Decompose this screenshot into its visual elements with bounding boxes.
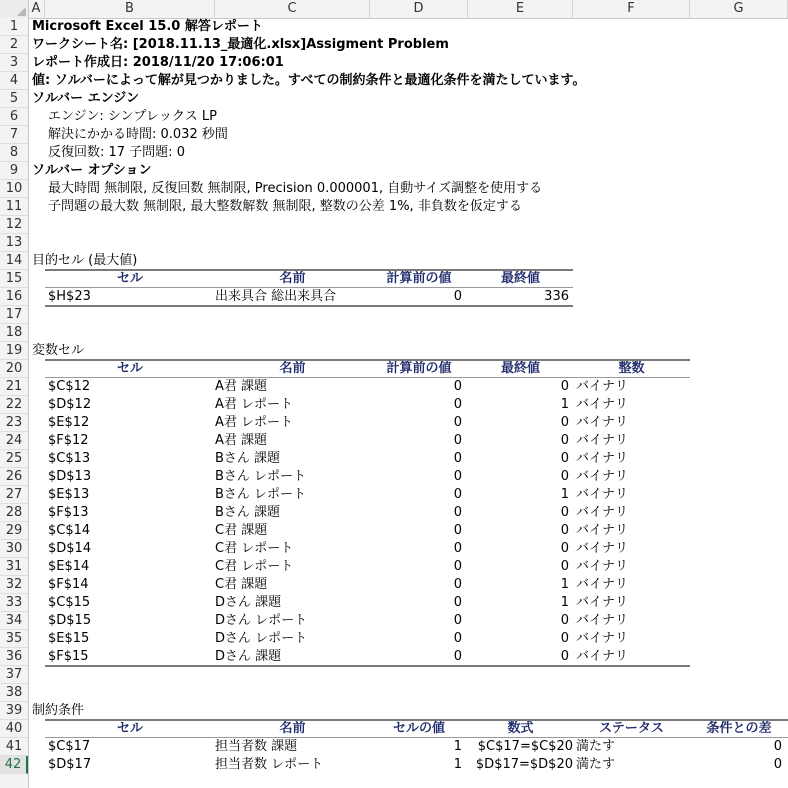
column-header-e[interactable]: E xyxy=(468,0,573,18)
row-header-14[interactable]: 14 xyxy=(0,252,28,270)
variable-initial: 0 xyxy=(453,415,462,430)
variable-final: 1 xyxy=(560,487,569,502)
row-header-19[interactable]: 19 xyxy=(0,342,28,360)
variables-header-initial: 計算前の値 xyxy=(386,361,452,376)
variable-initial: 0 xyxy=(453,487,462,502)
row-header-28[interactable]: 28 xyxy=(0,504,28,522)
variable-cell-address: $E$14 xyxy=(48,559,90,574)
row-header-30[interactable]: 30 xyxy=(0,540,28,558)
variable-name: Dさん レポート xyxy=(215,613,308,628)
row-header-39[interactable]: 39 xyxy=(0,702,28,720)
variable-integer: バイナリ xyxy=(576,613,629,628)
variable-integer: バイナリ xyxy=(576,451,629,466)
variable-integer: バイナリ xyxy=(576,469,629,484)
constraint-cell-address: $C$17 xyxy=(48,739,91,754)
variable-final: 0 xyxy=(560,415,569,430)
row-header-29[interactable]: 29 xyxy=(0,522,28,540)
row-header-42[interactable]: 42 xyxy=(0,756,28,774)
variable-final: 0 xyxy=(560,505,569,520)
constraints-header-cell: セル xyxy=(116,721,143,736)
objective-header-final: 最終値 xyxy=(500,271,540,286)
variable-cell-address: $C$15 xyxy=(48,595,91,610)
variable-name: Bさん 課題 xyxy=(215,451,281,466)
objective-header-cell: セル xyxy=(116,271,143,286)
engine-iterations: 反復回数: 17 子問題: 0 xyxy=(48,145,185,160)
row-header-21[interactable]: 21 xyxy=(0,378,28,396)
variable-final: 0 xyxy=(560,631,569,646)
variable-final: 0 xyxy=(560,451,569,466)
objective-header-name: 名前 xyxy=(279,271,306,286)
row-header-20[interactable]: 20 xyxy=(0,360,28,378)
row-header-22[interactable]: 22 xyxy=(0,396,28,414)
variable-cell-address: $E$13 xyxy=(48,487,90,502)
row-header-33[interactable]: 33 xyxy=(0,594,28,612)
variable-name: A君 レポート xyxy=(215,397,294,412)
variable-initial: 0 xyxy=(453,595,462,610)
variable-cell-address: $F$12 xyxy=(48,433,89,448)
variable-cell-address: $E$12 xyxy=(48,415,90,430)
variable-name: C君 レポート xyxy=(215,559,294,574)
objective-title: 目的セル (最大値) xyxy=(32,253,138,268)
variable-final: 0 xyxy=(560,523,569,538)
row-header-35[interactable]: 35 xyxy=(0,630,28,648)
row-header-13[interactable]: 13 xyxy=(0,234,28,252)
variable-integer: バイナリ xyxy=(576,379,629,394)
row-header-26[interactable]: 26 xyxy=(0,468,28,486)
row-header-7[interactable]: 7 xyxy=(0,126,28,144)
variable-integer: バイナリ xyxy=(576,397,629,412)
row-header-4[interactable]: 4 xyxy=(0,72,28,90)
variable-initial: 0 xyxy=(453,577,462,592)
variables-table-bottom-border xyxy=(45,665,690,667)
row-header-11[interactable]: 11 xyxy=(0,198,28,216)
engine-time: 解決にかかる時間: 0.032 秒間 xyxy=(48,127,228,142)
variable-integer: バイナリ xyxy=(576,541,629,556)
variable-name: A君 課題 xyxy=(215,379,268,394)
row-header-27[interactable]: 27 xyxy=(0,486,28,504)
variable-initial: 0 xyxy=(453,451,462,466)
row-header-36[interactable]: 36 xyxy=(0,648,28,666)
select-all-corner[interactable] xyxy=(0,0,29,18)
objective-initial: 0 xyxy=(453,289,462,304)
row-header-15[interactable]: 15 xyxy=(0,270,28,288)
constraint-slack: 0 xyxy=(773,739,782,754)
variable-integer: バイナリ xyxy=(576,577,629,592)
constraint-cell-address: $D$17 xyxy=(48,757,92,772)
variable-integer: バイナリ xyxy=(576,649,629,664)
variable-final: 0 xyxy=(560,613,569,628)
variable-name: A君 課題 xyxy=(215,433,268,448)
constraint-status: 満たす xyxy=(576,739,616,754)
variable-initial: 0 xyxy=(453,649,462,664)
objective-final: 336 xyxy=(544,289,569,304)
variable-name: Dさん レポート xyxy=(215,631,308,646)
row-header-12[interactable]: 12 xyxy=(0,216,28,234)
variables-title: 変数セル xyxy=(32,343,85,358)
row-header-34[interactable]: 34 xyxy=(0,612,28,630)
variables-header-integer: 整数 xyxy=(618,361,645,376)
variable-cell-address: $C$14 xyxy=(48,523,91,538)
variable-cell-address: $D$15 xyxy=(48,613,92,628)
report-worksheet: ワークシート名: [2018.11.13_最適化.xlsx]Assigment Problem xyxy=(32,37,449,52)
report-created: レポート作成日: 2018/11/20 17:06:01 xyxy=(32,55,284,70)
column-header-bar xyxy=(0,0,788,19)
row-header-1[interactable]: 1 xyxy=(0,18,28,36)
constraints-header-formula: 数式 xyxy=(507,721,534,736)
variable-cell-address: $F$15 xyxy=(48,649,89,664)
variable-integer: バイナリ xyxy=(576,559,629,574)
row-header-37[interactable]: 37 xyxy=(0,666,28,684)
objective-table-bottom-border xyxy=(45,305,573,307)
variable-cell-address: $E$15 xyxy=(48,631,90,646)
variable-name: C君 課題 xyxy=(215,523,268,538)
select-all-triangle-icon xyxy=(17,7,26,16)
variable-final: 1 xyxy=(560,595,569,610)
variable-name: Dさん 課題 xyxy=(215,649,282,664)
row-header-24[interactable]: 24 xyxy=(0,432,28,450)
variable-name: Dさん 課題 xyxy=(215,595,282,610)
variable-initial: 0 xyxy=(453,469,462,484)
row-header-10[interactable]: 10 xyxy=(0,180,28,198)
row-header-bar xyxy=(0,18,29,788)
row-header-25[interactable]: 25 xyxy=(0,450,28,468)
row-header-40[interactable]: 40 xyxy=(0,720,28,738)
engine-header: ソルバー エンジン xyxy=(32,91,139,106)
variable-cell-address: $F$14 xyxy=(48,577,89,592)
variable-initial: 0 xyxy=(453,631,462,646)
constraints-header-value: セルの値 xyxy=(392,721,445,736)
variable-cell-address: $D$12 xyxy=(48,397,92,412)
variable-name: Bさん 課題 xyxy=(215,505,281,520)
constraints-title: 制約条件 xyxy=(32,703,85,718)
variables-header-name: 名前 xyxy=(279,361,306,376)
variable-integer: バイナリ xyxy=(576,415,629,430)
variable-cell-address: $C$12 xyxy=(48,379,91,394)
constraints-table-top-border xyxy=(45,719,788,721)
variable-final: 0 xyxy=(560,559,569,574)
report-title: Microsoft Excel 15.0 解答レポート xyxy=(32,19,263,34)
variable-initial: 0 xyxy=(453,505,462,520)
row-header-16[interactable]: 16 xyxy=(0,288,28,306)
constraints-header-status: ステータス xyxy=(599,721,664,736)
variable-name: A君 レポート xyxy=(215,415,294,430)
variable-final: 1 xyxy=(560,397,569,412)
variable-name: Bさん レポート xyxy=(215,469,307,484)
variable-integer: バイナリ xyxy=(576,433,629,448)
row-header-9[interactable]: 9 xyxy=(0,162,28,180)
variable-final: 0 xyxy=(560,433,569,448)
variable-name: C君 レポート xyxy=(215,541,294,556)
variable-final: 0 xyxy=(560,541,569,556)
options-line-1: 最大時間 無制限, 反復回数 無制限, Precision 0.000001, 自動サイズ調整を使用する xyxy=(48,181,543,196)
report-result: 値: ソルバーによって解が見つかりました。すべての制約条件と最適化条件を満たしています。 xyxy=(32,73,586,88)
row-header-23[interactable]: 23 xyxy=(0,414,28,432)
variable-integer: バイナリ xyxy=(576,487,629,502)
variable-final: 0 xyxy=(560,379,569,394)
variable-name: C君 課題 xyxy=(215,577,268,592)
constraint-slack: 0 xyxy=(773,757,782,772)
variable-initial: 0 xyxy=(453,559,462,574)
variable-initial: 0 xyxy=(453,433,462,448)
variables-table-top-border xyxy=(45,359,690,361)
constraint-status: 満たす xyxy=(576,757,616,772)
objective-header-initial: 計算前の値 xyxy=(386,271,452,286)
constraint-value: 1 xyxy=(453,757,462,772)
column-header-a[interactable]: A xyxy=(28,0,45,18)
column-header-b[interactable]: B xyxy=(45,0,215,18)
column-header-c[interactable]: C xyxy=(215,0,370,18)
row-header-5[interactable]: 5 xyxy=(0,90,28,108)
variable-cell-address: $D$14 xyxy=(48,541,92,556)
row-header-18[interactable]: 18 xyxy=(0,324,28,342)
options-line-2: 子問題の最大数 無制限, 最大整数解数 無制限, 整数の公差 1%, 非負数を仮定する xyxy=(48,199,522,214)
variables-header-final: 最終値 xyxy=(500,361,540,376)
variable-cell-address: $D$13 xyxy=(48,469,92,484)
variable-final: 1 xyxy=(560,577,569,592)
constraint-formula: $D$17=$D$20 xyxy=(475,757,573,772)
variable-initial: 0 xyxy=(453,379,462,394)
constraint-value: 1 xyxy=(453,739,462,754)
variable-initial: 0 xyxy=(453,397,462,412)
objective-name: 出来具合 総出来具合 xyxy=(215,289,337,304)
objective-cell: $H$23 xyxy=(48,289,91,304)
variable-final: 0 xyxy=(560,649,569,664)
row-header-31[interactable]: 31 xyxy=(0,558,28,576)
constraints-header-name: 名前 xyxy=(279,721,306,736)
row-header-38[interactable]: 38 xyxy=(0,684,28,702)
variable-final: 0 xyxy=(560,469,569,484)
variable-integer: バイナリ xyxy=(576,631,629,646)
row-header-8[interactable]: 8 xyxy=(0,144,28,162)
variable-integer: バイナリ xyxy=(576,595,629,610)
column-header-g[interactable]: G xyxy=(690,0,788,18)
cell-grid[interactable] xyxy=(29,18,788,788)
variables-header-cell: セル xyxy=(116,361,143,376)
constraint-name: 担当者数 課題 xyxy=(215,739,298,754)
variable-cell-address: $C$13 xyxy=(48,451,91,466)
engine-name: エンジン: シンプレックス LP xyxy=(48,109,217,124)
variable-initial: 0 xyxy=(453,523,462,538)
row-header-6[interactable]: 6 xyxy=(0,108,28,126)
row-header-17[interactable]: 17 xyxy=(0,306,28,324)
constraint-formula: $C$17=$C$20 xyxy=(477,739,573,754)
constraint-name: 担当者数 レポート xyxy=(215,757,324,772)
row-header-2[interactable]: 2 xyxy=(0,36,28,54)
column-header-f[interactable]: F xyxy=(573,0,690,18)
variable-name: Bさん レポート xyxy=(215,487,307,502)
options-header: ソルバー オプション xyxy=(32,163,152,178)
row-header-32[interactable]: 32 xyxy=(0,576,28,594)
constraints-header-slack: 条件との差 xyxy=(706,721,772,736)
variable-integer: バイナリ xyxy=(576,523,629,538)
variable-cell-address: $F$13 xyxy=(48,505,89,520)
variable-integer: バイナリ xyxy=(576,505,629,520)
row-header-3[interactable]: 3 xyxy=(0,54,28,72)
row-header-41[interactable]: 41 xyxy=(0,738,28,756)
objective-table-top-border xyxy=(45,269,573,271)
column-header-d[interactable]: D xyxy=(370,0,468,18)
variable-initial: 0 xyxy=(453,541,462,556)
variable-initial: 0 xyxy=(453,613,462,628)
